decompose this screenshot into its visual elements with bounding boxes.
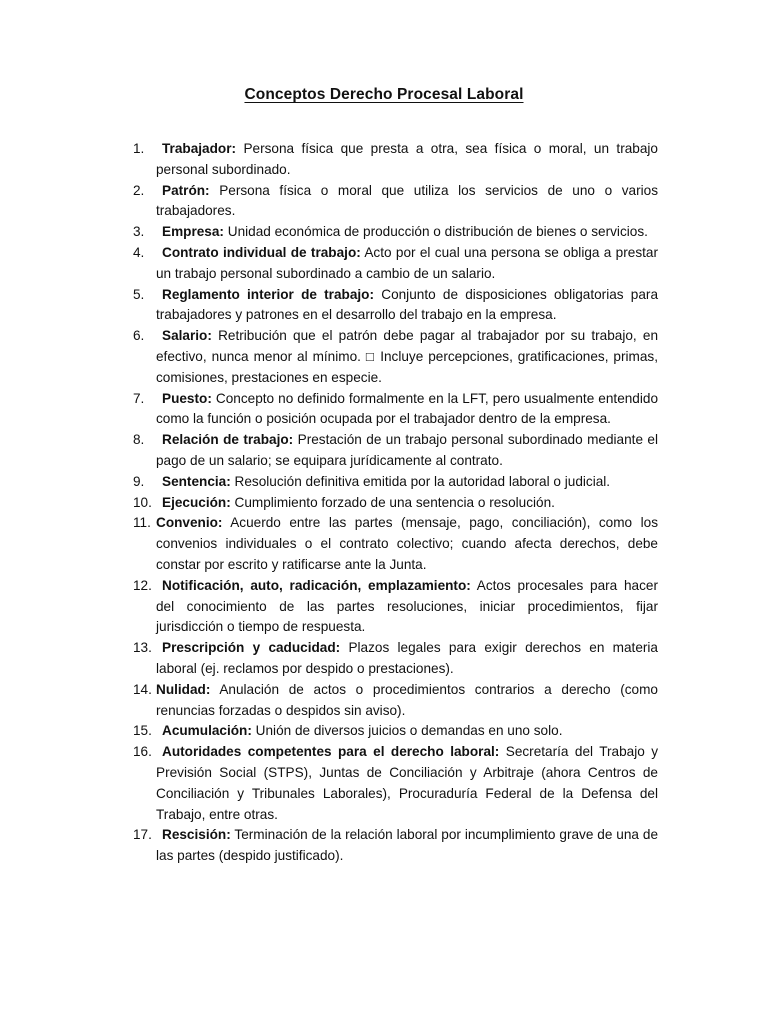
item-number: 15.	[133, 723, 152, 739]
item-term: Empresa:	[162, 224, 224, 240]
item-definition: Resolución definitiva emitida por la autoridad laboral o judicial.	[234, 473, 611, 489]
item-definition: Terminación de la relación laboral por incumplimiento grave de una de las partes (despido justificado).	[156, 827, 659, 864]
concept-list	[0, 139, 768, 867]
list-item	[0, 430, 658, 472]
item-number: 2.	[133, 182, 145, 198]
item-definition: Cumplimiento forzado de una sentencia o resolución.	[234, 494, 555, 510]
document-title: Conceptos Derecho Procesal Laboral	[244, 86, 524, 103]
item-term: Contrato individual de trabajo:	[162, 244, 361, 260]
item-term: Ejecución:	[162, 494, 231, 510]
item-number: 1.	[133, 141, 145, 156]
item-number: 16.	[133, 744, 152, 760]
item-number: 5.	[133, 286, 145, 302]
item-number: 8.	[133, 432, 145, 448]
list-item	[0, 825, 658, 867]
list-item	[0, 181, 658, 223]
list-item	[0, 139, 658, 181]
list-item	[0, 472, 658, 493]
item-definition: Conjunto de disposiciones obligatorias para trabajadores y patrones en el desarrollo del trabajo en la empresa.	[156, 286, 659, 323]
item-term: Convenio:	[156, 515, 223, 531]
item-number: 17.	[133, 827, 152, 843]
item-number: 6.	[133, 328, 145, 344]
item-term: Patrón:	[162, 182, 210, 198]
item-term: Trabajador:	[162, 141, 237, 156]
list-item	[0, 638, 658, 680]
item-definition: Plazos legales para exigir derechos en materia laboral (ej. reclamos por despido o prestaciones).	[156, 640, 658, 676]
item-term: Sentencia:	[162, 473, 231, 489]
item-number: 4.	[133, 244, 145, 260]
list-item	[0, 576, 658, 638]
list-item	[0, 721, 658, 742]
item-definition: Prestación de un trabajo personal subordinado mediante el pago de un salario; se equipara jurídicamente al contrato.	[156, 432, 658, 468]
list-item	[0, 285, 658, 327]
item-term: Reglamento interior de trabajo:	[162, 286, 375, 302]
item-definition: Persona física que presta a otra, sea física o moral, un trabajo personal subordinado.	[156, 141, 658, 177]
item-definition: Retribución que el patrón debe pagar al trabajador por su trabajo, en efectivo, nunca menor al mínimo. □ Incluye percepciones, gratificaciones, primas, comisiones, prestaciones en especie.	[156, 328, 659, 385]
list-item	[0, 680, 658, 722]
item-definition: Unidad económica de producción o distribución de bienes o servicios.	[227, 224, 648, 240]
item-term: Acumulación:	[162, 723, 252, 739]
item-number: 10.	[133, 494, 152, 510]
item-definition: Actos procesales para hacer del conocimiento de las partes resoluciones, iniciar procedimientos, fijar jurisdicción o tiempo de respuesta.	[156, 577, 658, 635]
item-definition: Anulación de actos o procedimientos contrarios a derecho (como renuncias forzadas o despidos sin aviso).	[156, 681, 658, 718]
item-number: 7.	[133, 390, 145, 406]
item-definition: Secretaría del Trabajo y Previsión Social (STPS), Juntas de Conciliación y Arbitraje (ahora Centros de Conciliación y Tribunales Laborales), Procuraduría Federal de la Defensa del Trabajo, entre otras.	[156, 744, 659, 822]
item-definition: Concepto no definido formalmente en la LFT, pero usualmente entendido como la función o posición ocupada por el trabajador dentro de la empresa.	[156, 390, 659, 427]
list-item	[0, 389, 658, 431]
item-number: 11.	[133, 515, 151, 531]
item-term: Relación de trabajo:	[162, 432, 294, 448]
list-item	[0, 326, 658, 388]
item-number: 14.	[133, 681, 152, 697]
item-definition: Persona física o moral que utiliza los servicios de uno o varios trabajadores.	[156, 182, 659, 219]
list-item	[0, 243, 658, 285]
item-number: 13.	[133, 640, 152, 656]
item-term: Notificación, auto, radicación, emplazamiento:	[162, 577, 471, 593]
item-number: 3.	[133, 224, 145, 240]
list-item	[0, 742, 658, 825]
item-term: Salario:	[162, 328, 212, 344]
item-number: 9.	[133, 473, 145, 489]
item-term: Puesto:	[162, 390, 212, 406]
list-item	[0, 513, 658, 575]
item-definition: Acuerdo entre las partes (mensaje, pago, conciliación), como los convenios individuales o el contrato colectivo; cuando afecta derechos, debe constar por escrito y ratificarse ante la Junta.	[156, 515, 658, 572]
item-term: Prescripción y caducidad:	[162, 640, 341, 656]
item-term: Nulidad:	[156, 681, 211, 697]
item-definition: Unión de diversos juicios o demandas en uno solo.	[255, 723, 563, 739]
list-item	[0, 493, 658, 514]
item-number: 12.	[133, 577, 152, 593]
item-definition: Acto por el cual una persona se obliga a prestar un trabajo personal subordinado a cambio de un salario.	[156, 244, 658, 281]
list-item	[0, 222, 658, 243]
item-term: Rescisión:	[162, 827, 231, 843]
item-term: Autoridades competentes para el derecho laboral:	[162, 744, 500, 760]
